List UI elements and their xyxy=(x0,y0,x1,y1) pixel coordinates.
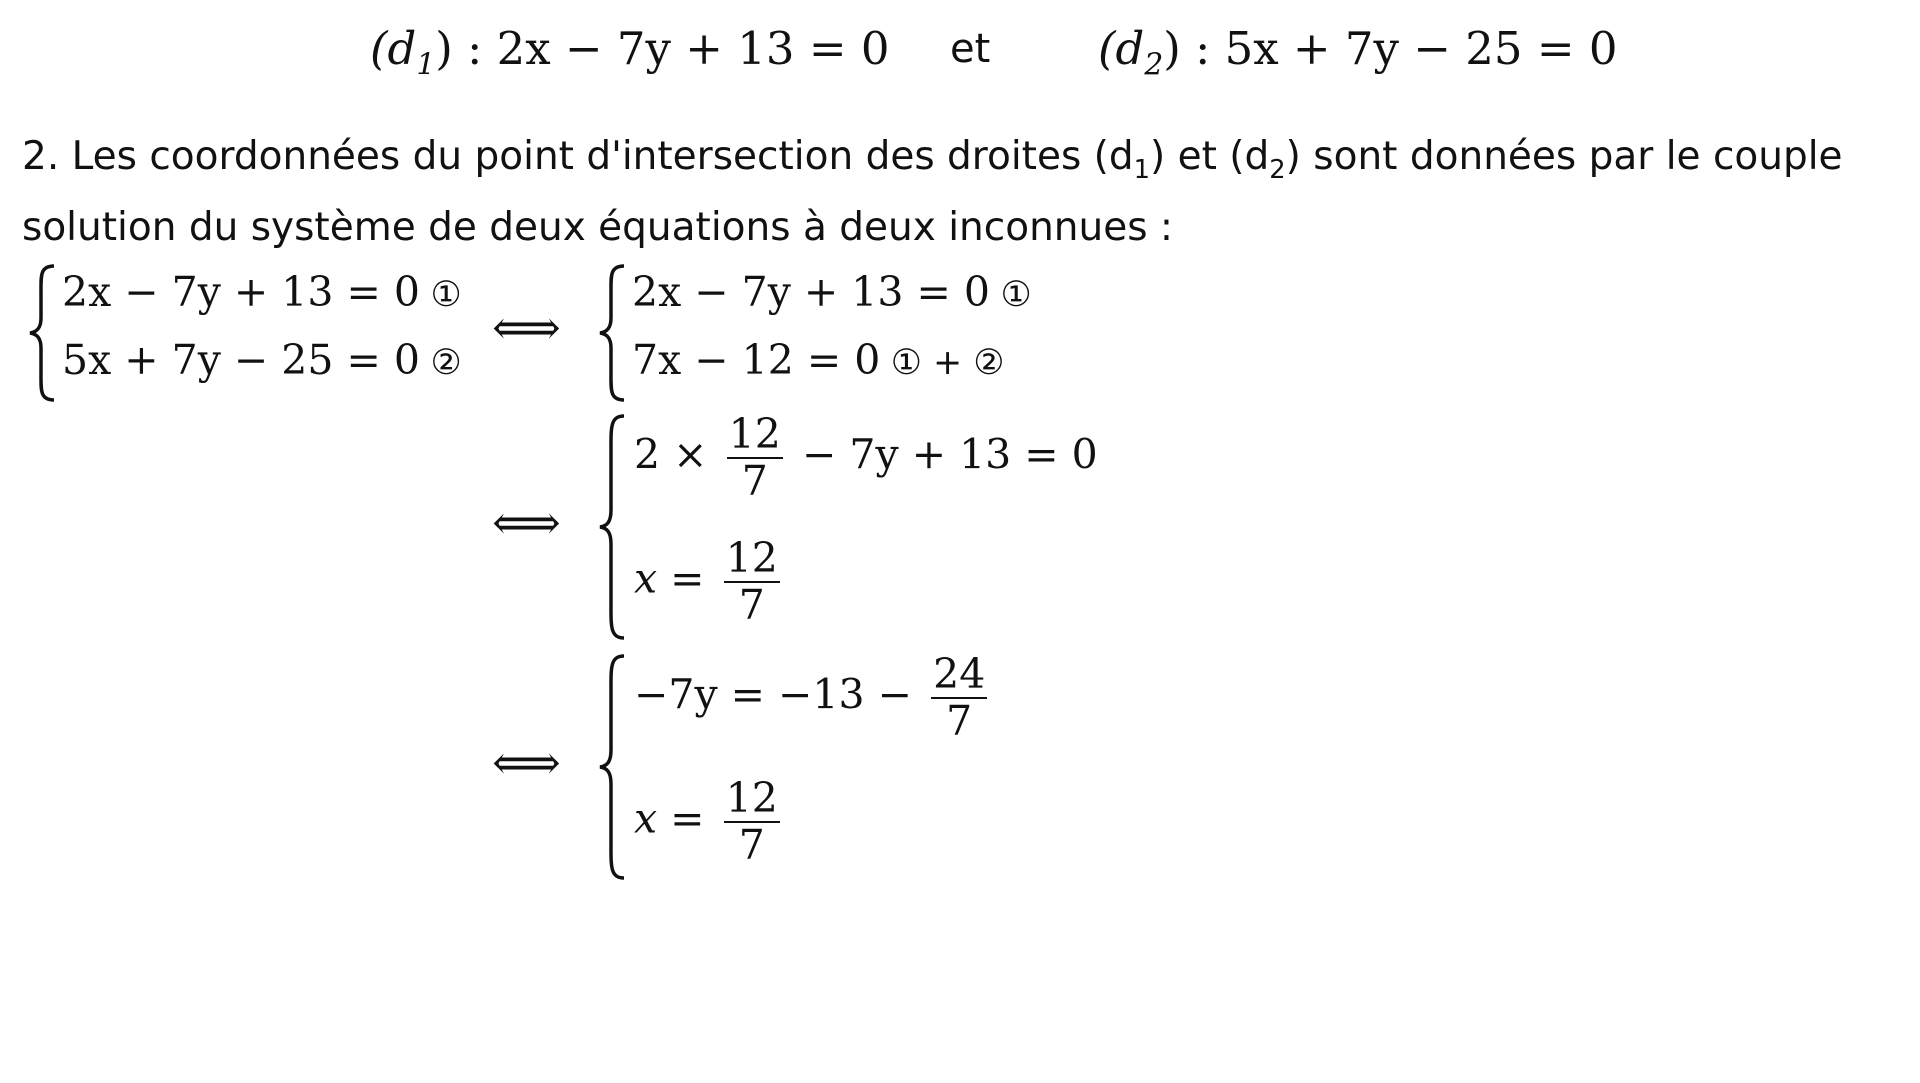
d1-subscript: 1 xyxy=(416,47,436,83)
equation-prefix: −7y = −13 − xyxy=(634,670,912,719)
d2-equation xyxy=(1098,22,1618,82)
equivalence-arrow-3: ⟺ xyxy=(492,735,561,791)
system-3 xyxy=(596,412,1116,642)
left-brace xyxy=(26,262,60,404)
equation-text: 2x − 7y + 13 = 0 xyxy=(632,268,990,316)
question-paragraph xyxy=(22,128,1902,257)
denominator: 7 xyxy=(738,821,765,870)
d1-expression: 2x − 7y + 13 = 0 xyxy=(496,22,890,75)
paragraph-text-c: ) sont données par le couple xyxy=(1285,134,1843,179)
system-2-eq-1 xyxy=(632,268,1032,316)
fraction xyxy=(931,652,987,744)
d1-equation xyxy=(370,22,890,82)
denominator: 7 xyxy=(946,697,973,746)
d2-subscript: 2 xyxy=(1144,47,1164,83)
tag-sum: ① + ② xyxy=(890,343,1005,383)
denominator: 7 xyxy=(741,457,768,506)
numerator: 12 xyxy=(728,410,781,458)
left-brace xyxy=(596,262,630,404)
equivalence-arrow-2: ⟺ xyxy=(492,495,561,551)
system-4 xyxy=(596,652,1116,882)
numerator: 24 xyxy=(933,650,986,698)
d2-label: (d xyxy=(1098,22,1145,75)
equation-prefix: x = xyxy=(634,794,705,843)
fraction xyxy=(724,776,780,868)
paragraph-sub-1: 1 xyxy=(1133,155,1151,185)
lines-equations xyxy=(0,22,1920,82)
system-3-eq-2 xyxy=(634,536,786,628)
system-4-eq-2 xyxy=(634,776,786,868)
system-1-eq-2 xyxy=(62,336,462,384)
tag-circled-1: ① xyxy=(1000,275,1032,315)
d2-close: ) : xyxy=(1163,22,1211,75)
numerator: 12 xyxy=(725,534,778,582)
d1-label: (d xyxy=(370,22,417,75)
numerator: 12 xyxy=(725,774,778,822)
tag-circled-2: ② xyxy=(430,343,462,383)
equation-suffix: − 7y + 13 = 0 xyxy=(802,430,1098,479)
equation-text: 2x − 7y + 13 = 0 xyxy=(62,268,420,316)
system-1 xyxy=(26,262,496,404)
equation-prefix: x = xyxy=(634,554,705,603)
denominator: 7 xyxy=(738,581,765,630)
equivalence-arrow-1: ⟺ xyxy=(492,300,561,356)
system-1-eq-1 xyxy=(62,268,462,316)
system-3-eq-1 xyxy=(634,412,1098,504)
equation-text: 5x + 7y − 25 = 0 xyxy=(62,336,420,384)
paragraph-line-1 xyxy=(22,128,1902,199)
paragraph-line-2: solution du système de deux équations à deux inconnues : xyxy=(22,205,1174,250)
system-2-eq-2 xyxy=(632,336,1005,384)
left-brace xyxy=(596,412,630,642)
paragraph-sub-2: 2 xyxy=(1269,155,1286,185)
fraction xyxy=(727,412,783,504)
equation-text: 7x − 12 = 0 xyxy=(632,336,881,384)
equation-prefix: 2 × xyxy=(634,430,708,479)
fraction xyxy=(724,536,780,628)
system-4-eq-1 xyxy=(634,652,993,744)
system-2 xyxy=(596,262,1076,404)
paragraph-text-b: ) et (d xyxy=(1150,134,1270,179)
d2-expression: 5x + 7y − 25 = 0 xyxy=(1224,22,1618,75)
d1-close: ) : xyxy=(435,22,483,75)
left-brace xyxy=(596,652,630,882)
connector-et: et xyxy=(950,26,991,72)
paragraph-text-a: 2. Les coordonnées du point d'intersection des droites (d xyxy=(22,134,1134,179)
tag-circled-1: ① xyxy=(430,275,462,315)
